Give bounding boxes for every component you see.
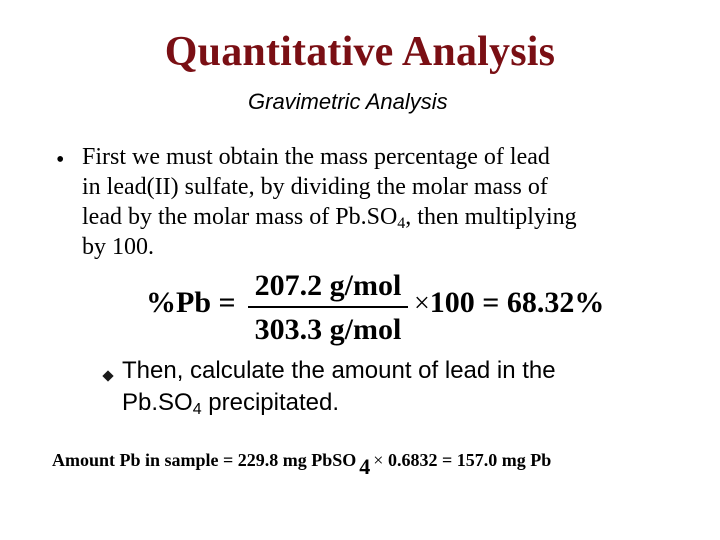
sub-bullet-line-2 — [122, 387, 682, 419]
equation-lhs: %Pb = — [146, 286, 236, 319]
slide-subtitle: Gravimetric Analysis — [248, 89, 448, 114]
amount-equation-part2: 0.6832 = 157.0 mg Pb — [387, 450, 552, 470]
bullet-line-3-text: lead by the molar mass of Pb.SO — [82, 204, 398, 230]
amount-equation-subscript: 4 — [359, 454, 371, 479]
bullet-line-2: in lead(II) sulfate, by dividing the molar mass of — [82, 174, 548, 200]
equation-result: 100 = 68.32% — [429, 286, 605, 319]
equation-rhs — [414, 286, 604, 320]
fraction-bar — [248, 306, 408, 308]
bullet-line-3 — [82, 202, 682, 232]
equation-fraction — [246, 268, 410, 348]
amount-times-symbol: × — [373, 450, 384, 470]
sub-bullet-line-1: Then, calculate the amount of lead in the — [122, 357, 556, 384]
diamond-bullet-icon — [102, 370, 113, 381]
amount-equation-part1: Amount Pb in sample = 229.8 mg PbSO — [52, 450, 357, 470]
times-symbol: × — [414, 288, 430, 319]
fraction-denominator: 303.3 g/mol — [254, 313, 402, 346]
bullet-dot-icon: • — [56, 147, 65, 173]
fraction-numerator: 207.2 g/mol — [254, 269, 402, 302]
sub-bullet-line-2-text: Pb.SO — [122, 389, 193, 416]
bullet-line-4: by 100. — [82, 234, 154, 260]
sub-bullet-line-2-tail: precipitated. — [201, 389, 340, 416]
slide-title: Quantitative Analysis — [164, 29, 556, 75]
sub-bullet-text — [122, 355, 682, 419]
amount-lead-equation — [52, 446, 552, 479]
bullet-line-3-subscript: 4 — [397, 215, 406, 232]
main-bullet-text — [82, 142, 682, 262]
bullet-line-1: First we must obtain the mass percentage of lead — [82, 144, 550, 170]
bullet-line-3-tail: , then multiplying — [405, 204, 577, 230]
sub-bullet-subscript: 4 — [192, 401, 202, 418]
